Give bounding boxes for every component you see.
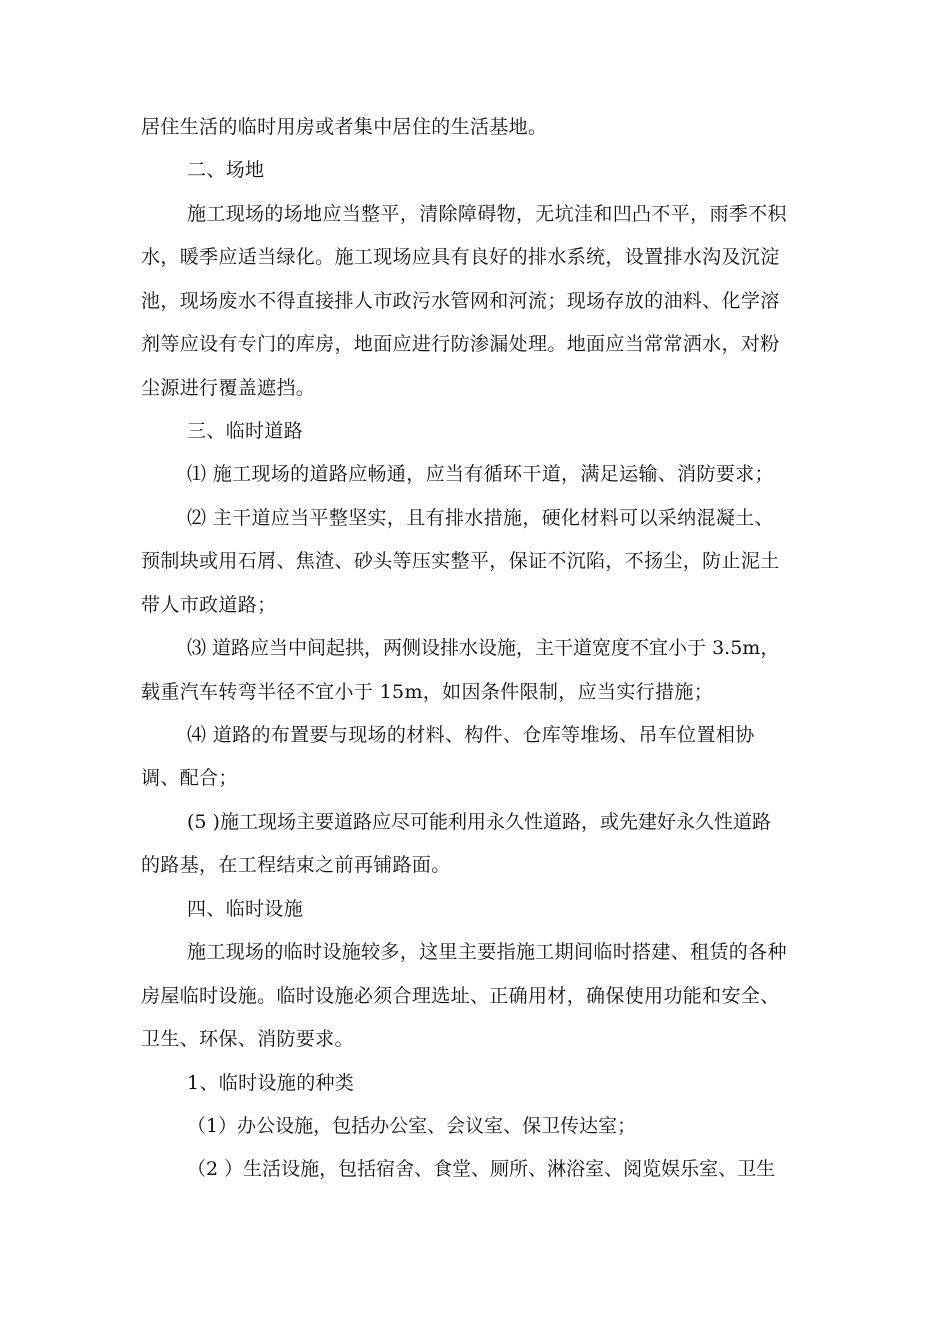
section-heading: 二、场地 (187, 159, 265, 181)
text-line: 居住生活的临时用房或者集中居住的生活基地。 (141, 116, 548, 138)
text-line: 施工现场的场地应当整平，清除障碍物，无坑洼和凹凸不平，雨季不积 (187, 203, 787, 225)
text-line: 房屋临时设施。临时设施必须合理选址、正确用材，确保使用功能和安全、 (141, 985, 780, 1007)
section-heading: 四、临时设施 (187, 898, 304, 920)
text-line: 的路基，在工程结束之前再铺路面。 (141, 854, 451, 876)
text-line: ⑶ 道路应当中间起拱，两侧设排水设施，主干道宽度不宜小于 3.5m， (187, 637, 780, 659)
text-line: 载重汽车转弯半径不宜小于 15m，如因条件限制，应当实行措施； (141, 681, 714, 703)
text-line: （2 ）生活设施，包括宿舍、食堂、厕所、淋浴室、阅览娱乐室、卫生 (187, 1158, 776, 1180)
text-line: 池，现场废水不得直接排人市政污水管网和河流；现场存放的油料、化学溶 (141, 290, 780, 312)
text-line: ⑵ 主干道应当平整坚实，且有排水措施，硬化材料可以采纳混凝土、 (187, 507, 774, 529)
text-line: 水，暖季应适当绿化。施工现场应具有良好的排水系统，设置排水沟及沉淀 (141, 246, 780, 268)
text-line: 预制块或用石屑、焦渣、砂头等压实整平，保证不沉陷，不扬尘，防止泥土 (141, 550, 780, 572)
text-line: 剂等应设有专门的库房，地面应进行防渗漏处理。地面应当常常洒水，对粉 (141, 333, 780, 355)
text-line: 尘源进行覆盖遮挡。 (141, 377, 316, 399)
text-line: 施工现场的临时设施较多，这里主要指施工期间临时搭建、租赁的各种 (187, 941, 787, 963)
text-line: (5 )施工现场主要道路应尽可能利用永久性道路，或先建好永久性道路 (187, 811, 771, 833)
subsection-heading: 1、临时设施的种类 (187, 1072, 355, 1094)
text-line: 卫生、环保、消防要求。 (141, 1028, 354, 1050)
text-line: 调、配合； (141, 767, 238, 789)
text-line: ⑴ 施工现场的道路应畅通，应当有循环干道，满足运输、消防要求； (187, 463, 774, 485)
text-line: 带人市政道路； (141, 594, 277, 616)
section-heading: 三、临时道路 (187, 420, 304, 442)
text-line: （1）办公设施，包括办公室、会议室、保卫传达室； (187, 1115, 637, 1137)
text-line: ⑷ 道路的布置要与现场的材料、构件、仓库等堆场、吊车位置相协 (187, 724, 755, 746)
